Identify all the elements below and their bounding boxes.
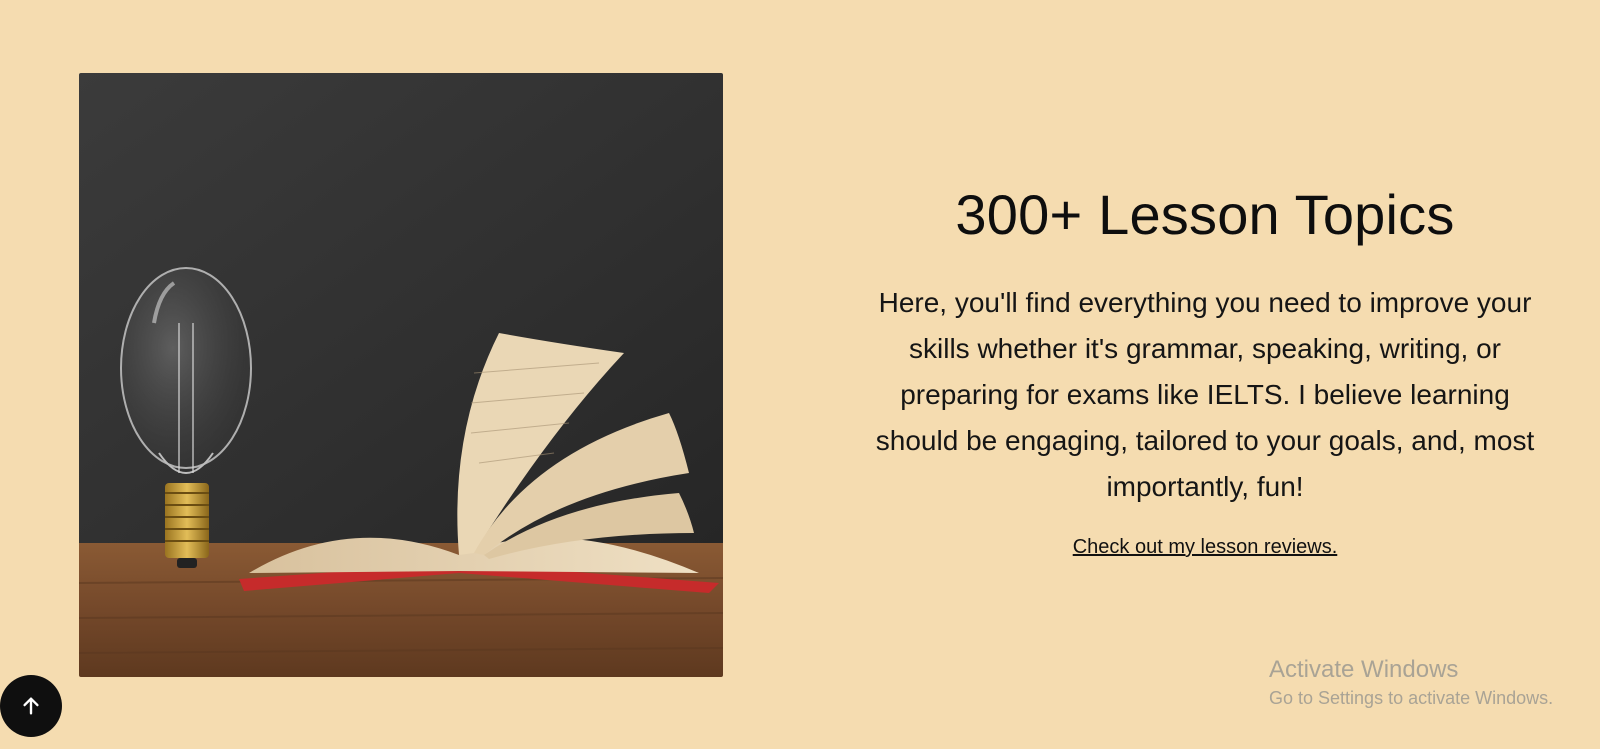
section-title: 300+ Lesson Topics xyxy=(955,183,1455,246)
watermark-title: Activate Windows xyxy=(1269,656,1459,683)
lesson-topics-section xyxy=(860,180,1550,559)
arrow-up-icon xyxy=(20,695,42,717)
section-description: Here, you'll find everything you need to improve your skills whether it's grammar, speaking, writing, or preparing for exams like IELTS. I believe learning should be engaging, tailored to your goals, and, most importantly, fun! xyxy=(875,287,1535,502)
watermark-subtitle: Go to Settings to activate Windows. xyxy=(1269,688,1554,708)
activate-windows-watermark xyxy=(1269,655,1553,711)
lesson-reviews-link[interactable]: Check out my lesson reviews. xyxy=(1072,536,1338,558)
scroll-to-top-button[interactable] xyxy=(0,675,62,737)
bulb-and-book-illustration xyxy=(79,73,723,677)
lesson-topics-image xyxy=(79,73,723,677)
